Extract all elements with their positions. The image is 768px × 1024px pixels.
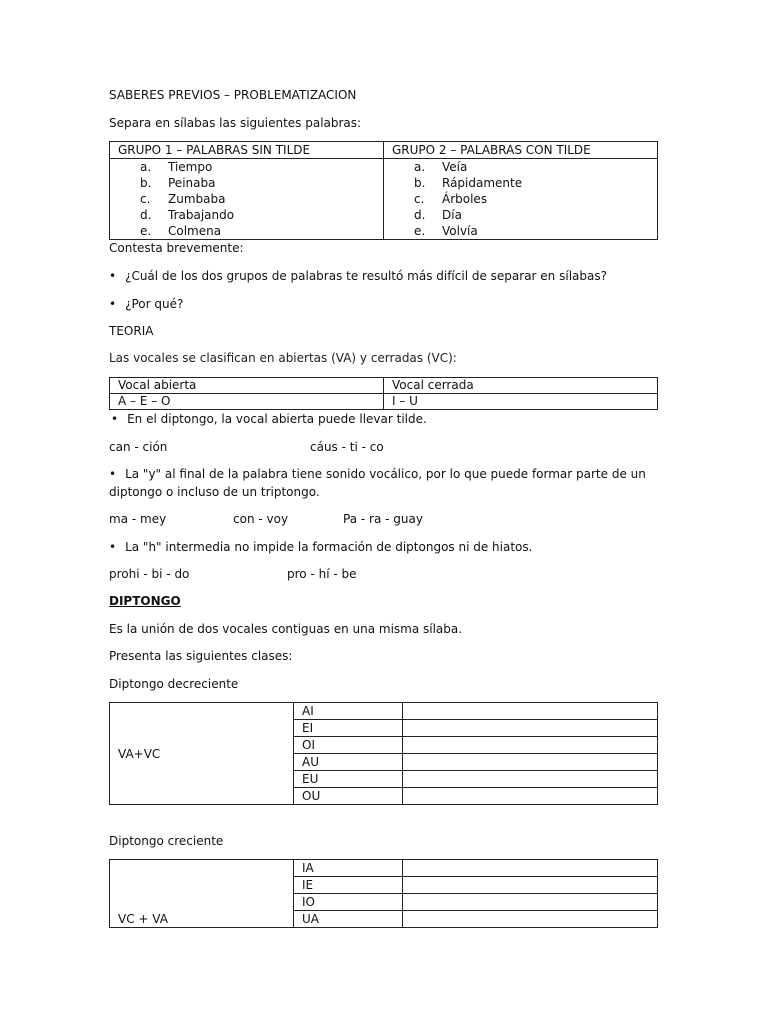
rule-3: • La "h" intermedia no impide la formación de diptongos ni de hiatos. xyxy=(109,540,532,554)
question-1: • ¿Cuál de los dos grupos de palabras te resultó más difícil de separar en sílabas? xyxy=(109,269,607,283)
answer-prompt: Contesta brevemente: xyxy=(109,241,244,255)
page-heading: SABERES PREVIOS – PROBLEMATIZACION xyxy=(109,88,357,102)
list-item: d. Trabajando xyxy=(140,208,235,222)
table-row: UA xyxy=(294,911,403,928)
answer-cell[interactable] xyxy=(403,703,658,720)
answer-cell[interactable] xyxy=(403,911,658,928)
rule-2-line-2: diptongo o incluso de un triptongo. xyxy=(109,485,320,499)
rule2-example-1: ma - mey xyxy=(109,512,167,526)
list-item: d. Día xyxy=(414,208,462,222)
list-item: a. Veía xyxy=(414,160,468,174)
list-item: e. Colmena xyxy=(140,224,222,238)
answer-cell[interactable] xyxy=(403,720,658,737)
rule-1: • En el diptongo, la vocal abierta puede llevar tilde. xyxy=(111,412,427,426)
group2-list xyxy=(414,159,649,239)
list-item: c. Zumbaba xyxy=(140,192,226,206)
vowels-intro: Las vocales se clasifican en abiertas (VA) y cerradas (VC): xyxy=(109,351,457,365)
increasing-title: Diptongo creciente xyxy=(109,834,224,848)
answer-cell[interactable] xyxy=(403,877,658,894)
rule2-example-2: con - voy xyxy=(233,512,289,526)
vowel-table xyxy=(109,377,658,410)
list-item: a. Tiempo xyxy=(140,160,213,174)
decreasing-title: Diptongo decreciente xyxy=(109,677,239,691)
rule2-example-3: Pa - ra - guay xyxy=(343,512,423,526)
rule3-example-2: pro - hí - be xyxy=(287,567,357,581)
table-row: OI xyxy=(294,737,403,754)
answer-cell[interactable] xyxy=(403,771,658,788)
table-row: OU xyxy=(294,788,403,805)
table-row: AI xyxy=(294,703,403,720)
rule-2-line-1: • La "y" al final de la palabra tiene sonido vocálico, por lo que puede formar parte de un xyxy=(109,467,646,481)
diphthong-definition: Es la unión de dos vocales contiguas en una misma sílaba. xyxy=(109,622,463,636)
answer-cell[interactable] xyxy=(403,860,658,877)
question-2: • ¿Por qué? xyxy=(109,297,183,311)
open-vowel-header: Vocal abierta xyxy=(110,378,384,394)
groups-table xyxy=(109,141,658,240)
open-vowel-value: A – E – O xyxy=(110,394,384,410)
decreasing-label: VA+VC xyxy=(110,703,294,805)
list-item: b. Rápidamente xyxy=(414,176,523,190)
list-item: e. Volvía xyxy=(414,224,478,238)
table-row: EU xyxy=(294,771,403,788)
rule1-example-2: cáus - ti - co xyxy=(310,440,384,454)
diphthong-title: DIPTONGO xyxy=(109,594,181,608)
increasing-label: VC + VA xyxy=(110,860,294,928)
list-item: c. Árboles xyxy=(414,192,488,206)
rule3-example-1: prohi - bi - do xyxy=(109,567,190,581)
closed-vowel-header: Vocal cerrada xyxy=(384,378,658,394)
table-row: IA xyxy=(294,860,403,877)
list-item: b. Peinaba xyxy=(140,176,216,190)
answer-cell[interactable] xyxy=(403,894,658,911)
table-row: IO xyxy=(294,894,403,911)
instruction-text: Separa en sílabas las siguientes palabras: xyxy=(109,116,362,130)
group1-header: GRUPO 1 – PALABRAS SIN TILDE xyxy=(110,142,384,159)
answer-cell[interactable] xyxy=(403,737,658,754)
increasing-table xyxy=(109,859,658,928)
table-row: EI xyxy=(294,720,403,737)
closed-vowel-value: I – U xyxy=(384,394,658,410)
answer-cell[interactable] xyxy=(403,788,658,805)
theory-title: TEORIA xyxy=(109,324,154,338)
decreasing-table xyxy=(109,702,658,805)
group1-list xyxy=(140,159,375,239)
answer-cell[interactable] xyxy=(403,754,658,771)
table-row: AU xyxy=(294,754,403,771)
rule1-example-1: can - ción xyxy=(109,440,168,454)
group2-header: GRUPO 2 – PALABRAS CON TILDE xyxy=(384,142,658,159)
classes-prompt: Presenta las siguientes clases: xyxy=(109,649,293,663)
table-row: IE xyxy=(294,877,403,894)
